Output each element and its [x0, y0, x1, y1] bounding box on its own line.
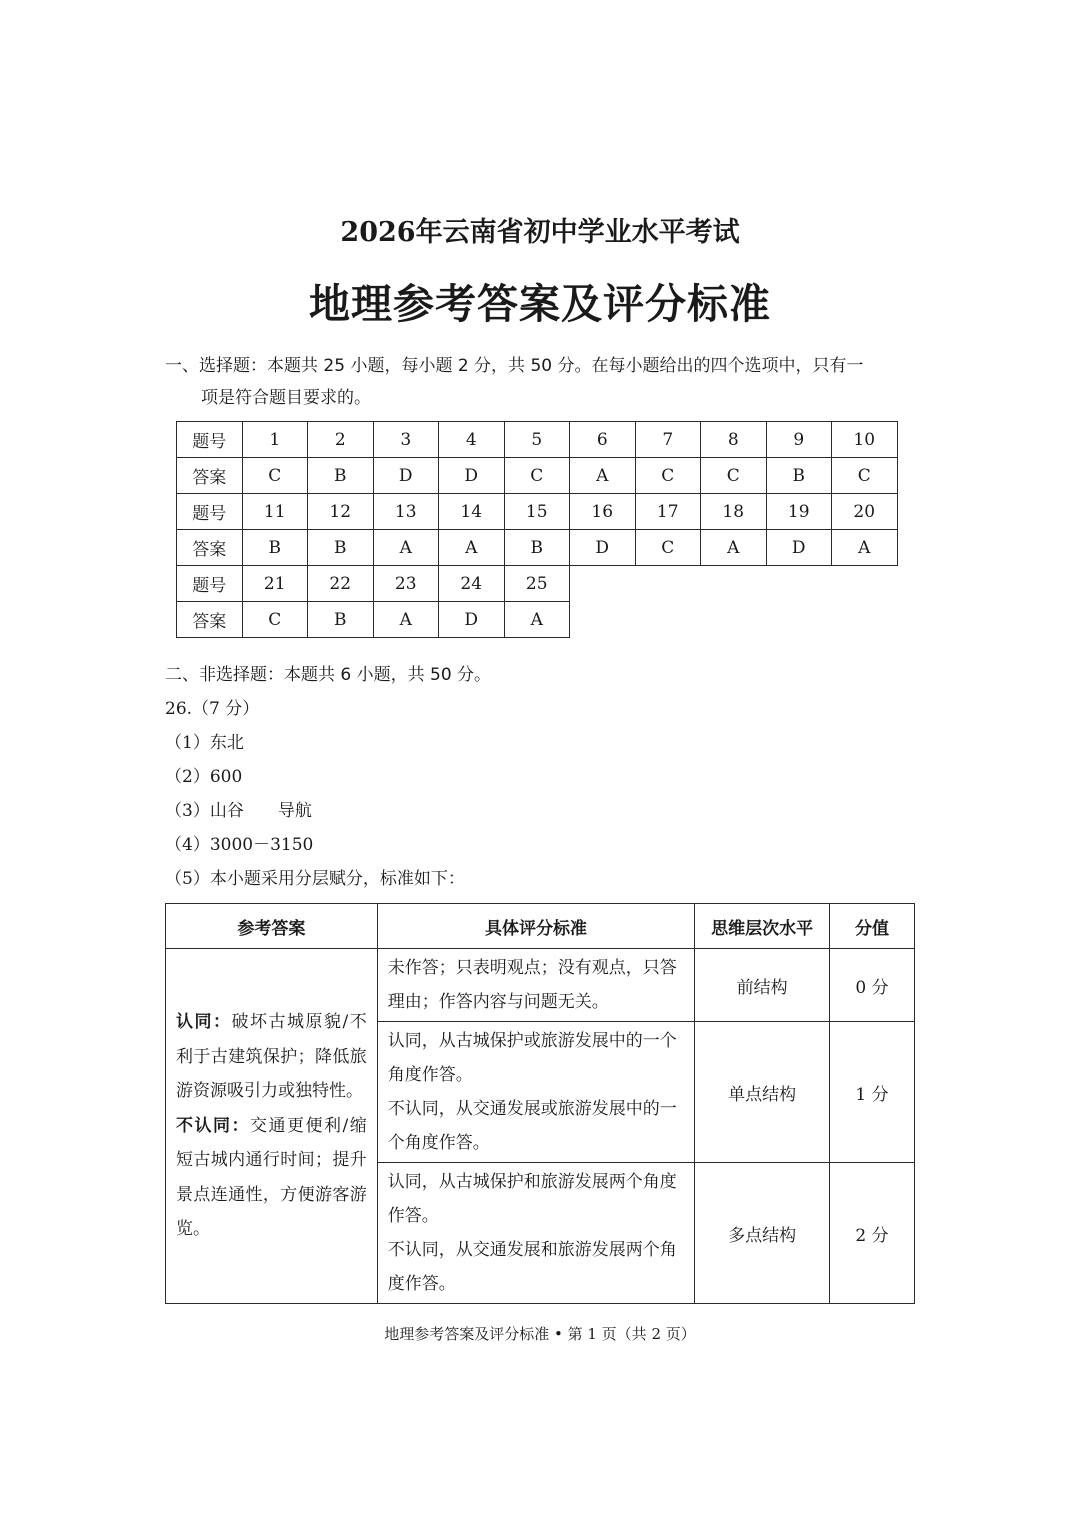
- answer-cell: D: [766, 530, 832, 566]
- answer-cell: D: [570, 530, 636, 566]
- question-number-row: [177, 422, 898, 458]
- answer-cell: B: [504, 530, 570, 566]
- rubric-header-row: [166, 904, 915, 949]
- reference-answer-cell: [166, 949, 378, 1304]
- level-cell: 前结构: [695, 949, 830, 1022]
- section-1-heading-line1: 一、选择题：本题共 25 小题，每小题 2 分，共 50 分。在每小题给出的四个选项中，只有一: [165, 356, 864, 376]
- header-level: 思维层次水平: [695, 904, 830, 949]
- rubric-row: [166, 949, 915, 1022]
- disagree-text: 交通更便利/缩短古城内通行时间；提升景点连通性，方便游客游览。: [176, 1115, 367, 1240]
- row-label: 答案: [177, 458, 243, 494]
- question-number: 14: [439, 494, 505, 530]
- q26-item-4: （4）3000－3150: [165, 835, 314, 855]
- level-cell: 多点结构: [695, 1163, 830, 1304]
- answer-cell: B: [242, 530, 308, 566]
- answer-cell: C: [504, 458, 570, 494]
- question-number: 5: [504, 422, 570, 458]
- answer-row: [177, 458, 898, 494]
- question-number: 25: [504, 566, 570, 602]
- page-footer: 地理参考答案及评分标准 • 第 1 页（共 2 页）: [384, 1325, 696, 1343]
- score-cell: 0 分: [830, 949, 915, 1022]
- question-number: 12: [308, 494, 374, 530]
- question-number: 17: [635, 494, 701, 530]
- answer-cell: C: [242, 458, 308, 494]
- answer-cell: A: [701, 530, 767, 566]
- disagree-label: 不认同：: [176, 1115, 250, 1136]
- row-label: 题号: [177, 494, 243, 530]
- question-number: 19: [766, 494, 832, 530]
- q26-item-1: （1）东北: [165, 733, 244, 753]
- question-number: 22: [308, 566, 374, 602]
- agree-label: 认同：: [176, 1012, 232, 1033]
- section-1-heading-line2: 项是符合题目要求的。: [201, 388, 371, 408]
- row-label: 题号: [177, 422, 243, 458]
- exam-title: 2026年云南省初中学业水平考试: [340, 217, 740, 248]
- question-number: 16: [570, 494, 636, 530]
- answer-cell: B: [308, 458, 374, 494]
- answer-cell: C: [701, 458, 767, 494]
- criteria-text: 认同，从古城保护和旅游发展两个角度作答。: [387, 1172, 677, 1226]
- score-cell: 1 分: [830, 1022, 915, 1163]
- agree-text: 破坏古城原貌/不利于古建筑保护；降低旅游资源吸引力或独特性。: [176, 1012, 367, 1102]
- question-number: 3: [373, 422, 439, 458]
- level-cell: 单点结构: [695, 1022, 830, 1163]
- answer-cell: A: [504, 602, 570, 638]
- answer-cell: D: [439, 458, 505, 494]
- question-number: 7: [635, 422, 701, 458]
- criteria-text: 未作答；只表明观点；没有观点，只答理由；作答内容与问题无关。: [387, 958, 677, 1012]
- header-criteria: 具体评分标准: [377, 904, 695, 949]
- answer-cell: A: [439, 530, 505, 566]
- question-number: 9: [766, 422, 832, 458]
- criteria-text: 不认同，从交通发展和旅游发展两个角度作答。: [387, 1240, 677, 1294]
- row-label: 答案: [177, 602, 243, 638]
- question-number-row: [177, 494, 898, 530]
- q26-item-3: （3）山谷 导航: [165, 801, 312, 821]
- question-number: 18: [701, 494, 767, 530]
- criteria-text: 认同，从古城保护或旅游发展中的一个角度作答。: [387, 1031, 677, 1085]
- answer-cell: C: [635, 530, 701, 566]
- question-number: 21: [242, 566, 308, 602]
- question-number: 2: [308, 422, 374, 458]
- question-number: 1: [242, 422, 308, 458]
- answer-cell: D: [373, 458, 439, 494]
- q26-item-2: （2）600: [165, 767, 243, 787]
- section-2-heading: 二、非选择题：本题共 6 小题，共 50 分。: [165, 665, 492, 685]
- section-1-heading: [165, 350, 925, 414]
- question-number: 4: [439, 422, 505, 458]
- question-number: 11: [242, 494, 308, 530]
- answer-row: [177, 530, 898, 566]
- question-number: 24: [439, 566, 505, 602]
- answer-cell: B: [308, 602, 374, 638]
- empty-area: [570, 566, 898, 602]
- row-label: 答案: [177, 530, 243, 566]
- question-number: 20: [832, 494, 898, 530]
- answer-cell: B: [308, 530, 374, 566]
- question-number-row: [177, 566, 898, 602]
- question-number: 8: [701, 422, 767, 458]
- criteria-text: 不认同，从交通发展或旅游发展中的一个角度作答。: [387, 1099, 677, 1153]
- empty-area: [570, 602, 898, 638]
- question-number: 23: [373, 566, 439, 602]
- question-number: 10: [832, 422, 898, 458]
- header-reference-answer: 参考答案: [166, 904, 378, 949]
- question-number: 13: [373, 494, 439, 530]
- question-number: 15: [504, 494, 570, 530]
- criteria-cell: [377, 1163, 695, 1304]
- answer-cell: D: [439, 602, 505, 638]
- criteria-cell: [377, 1022, 695, 1163]
- answer-table: [176, 421, 898, 638]
- criteria-cell: [377, 949, 695, 1022]
- document-title: 地理参考答案及评分标准: [309, 280, 771, 328]
- row-label: 题号: [177, 566, 243, 602]
- question-number: 6: [570, 422, 636, 458]
- answer-cell: A: [373, 602, 439, 638]
- answer-cell: C: [832, 458, 898, 494]
- answer-cell: C: [242, 602, 308, 638]
- rubric-table: [165, 903, 915, 1304]
- q26-title: 26.（7 分）: [165, 699, 260, 719]
- q26-item-5: （5）本小题采用分层赋分，标准如下：: [165, 869, 465, 889]
- answer-cell: A: [832, 530, 898, 566]
- answer-cell: C: [635, 458, 701, 494]
- answer-cell: A: [570, 458, 636, 494]
- answer-cell: B: [766, 458, 832, 494]
- score-cell: 2 分: [830, 1163, 915, 1304]
- answer-row: [177, 602, 898, 638]
- header-score: 分值: [830, 904, 915, 949]
- answer-cell: A: [373, 530, 439, 566]
